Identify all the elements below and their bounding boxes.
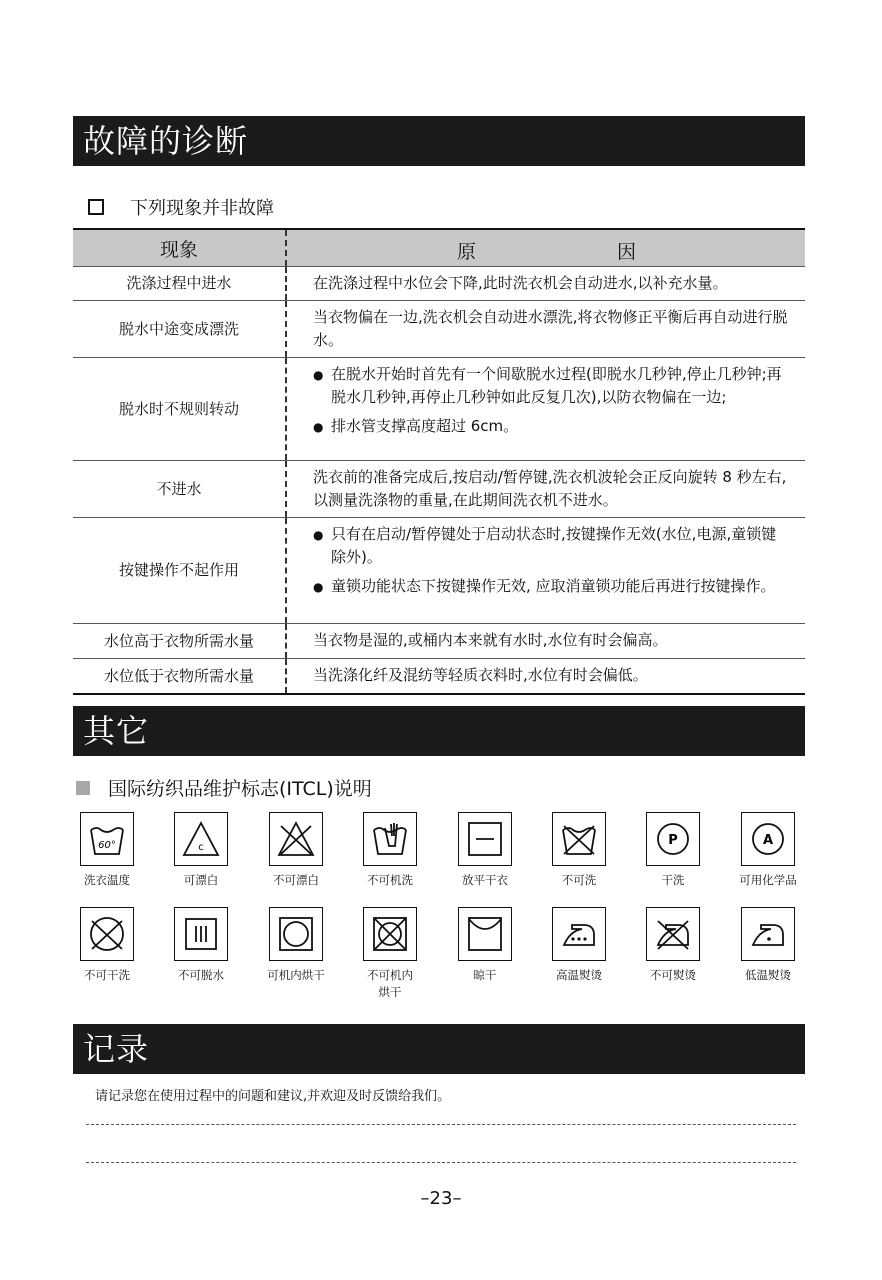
subtitle-text: 下列现象并非故障	[130, 198, 274, 219]
cause-cell	[285, 518, 805, 623]
phenomenon-cell: 脱水时不规则转动	[118, 399, 239, 418]
care-symbol	[728, 812, 808, 889]
iron-low-icon	[741, 907, 795, 961]
section-title-diagnosis: 故障的诊断	[73, 116, 805, 166]
care-symbol	[445, 812, 525, 889]
dry-clean-icon	[646, 812, 700, 866]
page-number: –23–	[420, 1188, 462, 1209]
iron-high-icon	[552, 907, 606, 961]
record-line-1	[86, 1124, 796, 1125]
cause-cell	[285, 301, 805, 357]
phenomenon-cell: 洗涤过程中进水	[126, 274, 232, 292]
cause-text: 排水管支撑高度超过 6cm。	[331, 417, 519, 435]
record-line-2	[86, 1162, 796, 1163]
cause-cell	[285, 659, 805, 693]
header-cause-left: 原	[457, 241, 477, 263]
care-symbol-label: 不可脱水	[178, 968, 224, 982]
no-iron-icon	[646, 907, 700, 961]
cause-text: 当衣物是湿的,或桶内本来就有水时,水位有时会偏高。	[313, 631, 668, 649]
table-row	[73, 301, 805, 358]
care-symbol	[67, 907, 147, 984]
care-symbol	[350, 812, 430, 889]
care-symbol-label: 不可机内烘干	[367, 968, 413, 999]
svg-text:c: c	[198, 842, 204, 853]
bullet-dot-icon: ●	[313, 580, 324, 594]
care-symbol	[161, 812, 241, 889]
hand-wash-icon	[363, 812, 417, 866]
care-symbol	[350, 907, 430, 1001]
care-symbol	[256, 812, 336, 889]
care-symbol	[633, 812, 713, 889]
chemical-clean-icon	[741, 812, 795, 866]
section-title-other: 其它	[73, 706, 805, 756]
svg-text:60°: 60°	[98, 840, 116, 851]
svg-text:P: P	[668, 833, 678, 848]
table-row	[73, 267, 805, 301]
dry-flat-icon	[458, 812, 512, 866]
section-title-record: 记录	[73, 1024, 805, 1074]
cause-cell	[285, 358, 805, 460]
header-cause-right: 因	[617, 241, 637, 263]
table-row	[73, 518, 805, 624]
care-symbol-label: 可漂白	[183, 873, 219, 887]
care-symbol-label: 不可机洗	[367, 873, 413, 887]
table-row	[73, 461, 805, 518]
cause-text: 当衣物偏在一边,洗衣机会自动进水漂洗,将衣物修正平衡后再自动进行脱水。	[313, 308, 788, 349]
table-row	[73, 358, 805, 461]
table-row	[73, 659, 805, 693]
bullet-dot-icon: ●	[313, 420, 324, 434]
diagnosis-table	[73, 228, 805, 695]
cause-text: 在洗涤过程中水位会下降,此时洗衣机会自动进水,以补充水量。	[313, 274, 728, 292]
cause-text: 在脱水开始时首先有一个间歇脱水过程(即脱水几秒钟,停止几秒钟;再脱水几秒钟,再停止几秒钟如此反复几次),以防衣物偏在一边;	[331, 365, 782, 406]
no-wash-icon	[552, 812, 606, 866]
cause-bullet	[313, 415, 791, 439]
bullet-dot-icon: ●	[313, 528, 324, 542]
cause-text: 当洗涤化纤及混纺等轻质衣料时,水位有时会偏低。	[313, 666, 648, 684]
bleach-icon	[174, 812, 228, 866]
care-symbol	[539, 907, 619, 984]
phenomenon-cell: 不进水	[156, 479, 202, 498]
subtitle-itcl-text: 国际纺织品维护标志(ITCL)说明	[108, 778, 372, 800]
care-symbol-label: 高温熨烫	[556, 968, 602, 982]
care-symbol	[67, 812, 147, 889]
care-symbol-label: 晾干	[473, 968, 497, 982]
care-symbol	[161, 907, 241, 984]
table-row	[73, 624, 805, 659]
no-bleach-icon	[269, 812, 323, 866]
phenomenon-cell: 水位低于衣物所需水量	[103, 666, 254, 685]
care-symbol-label: 不可熨烫	[650, 968, 696, 982]
care-symbol-label: 洗衣温度	[84, 873, 130, 887]
line-dry-icon	[458, 907, 512, 961]
care-symbol-label: 低温熨烫	[745, 968, 791, 982]
care-symbol-label: 干洗	[661, 873, 685, 887]
cause-text: 童锁功能状态下按键操作无效, 应取消童锁功能后再进行按键操作。	[331, 577, 776, 595]
cause-cell	[285, 267, 805, 300]
header-phenomenon: 现象	[159, 238, 198, 261]
care-symbol	[633, 907, 713, 984]
no-tumble-dry-icon	[363, 907, 417, 961]
care-symbol	[728, 907, 808, 984]
cause-text: 洗衣前的准备完成后,按启动/暂停键,洗衣机波轮会正反向旋转 8 秒左右,以测量洗涤物的重量,在此期间洗衣机不进水。	[313, 468, 787, 509]
no-spin-icon	[174, 907, 228, 961]
care-symbol-label: 不可洗	[561, 873, 597, 887]
wash-temp-icon	[80, 812, 134, 866]
header-cause	[285, 230, 805, 266]
table-header	[73, 228, 805, 267]
care-symbol-label: 可用化学品	[739, 873, 797, 887]
record-instructions: 请记录您在使用过程中的问题和建议,并欢迎及时反馈给我们。	[95, 1089, 451, 1104]
subtitle-itcl	[76, 774, 372, 801]
subtitle-not-fault	[88, 194, 274, 220]
cause-text: 只有在启动/暂停键处于启动状态时,按键操作无效(水位,电源,童锁键除外)。	[331, 525, 777, 566]
cause-bullet	[313, 523, 791, 569]
cause-cell	[285, 461, 805, 517]
care-symbol-label: 可机内烘干	[267, 968, 325, 982]
phenomenon-cell: 水位高于衣物所需水量	[103, 631, 254, 650]
svg-text:A: A	[762, 833, 774, 848]
no-dry-clean-icon	[80, 907, 134, 961]
care-symbol	[256, 907, 336, 984]
tumble-dry-icon	[269, 907, 323, 961]
care-symbol	[445, 907, 525, 984]
phenomenon-cell: 按键操作不起作用	[118, 561, 239, 579]
cause-bullet	[313, 575, 791, 599]
care-symbol-label: 放平干衣	[462, 873, 508, 887]
checkbox-icon	[88, 199, 104, 215]
cause-cell	[285, 624, 805, 658]
cause-bullet	[313, 363, 791, 409]
bullet-dot-icon: ●	[313, 368, 324, 382]
square-bullet-icon	[76, 781, 90, 795]
care-symbol-label: 不可干洗	[84, 968, 130, 982]
care-symbol	[539, 812, 619, 889]
care-symbol-label: 不可漂白	[273, 873, 319, 887]
phenomenon-cell: 脱水中途变成漂洗	[118, 319, 239, 338]
